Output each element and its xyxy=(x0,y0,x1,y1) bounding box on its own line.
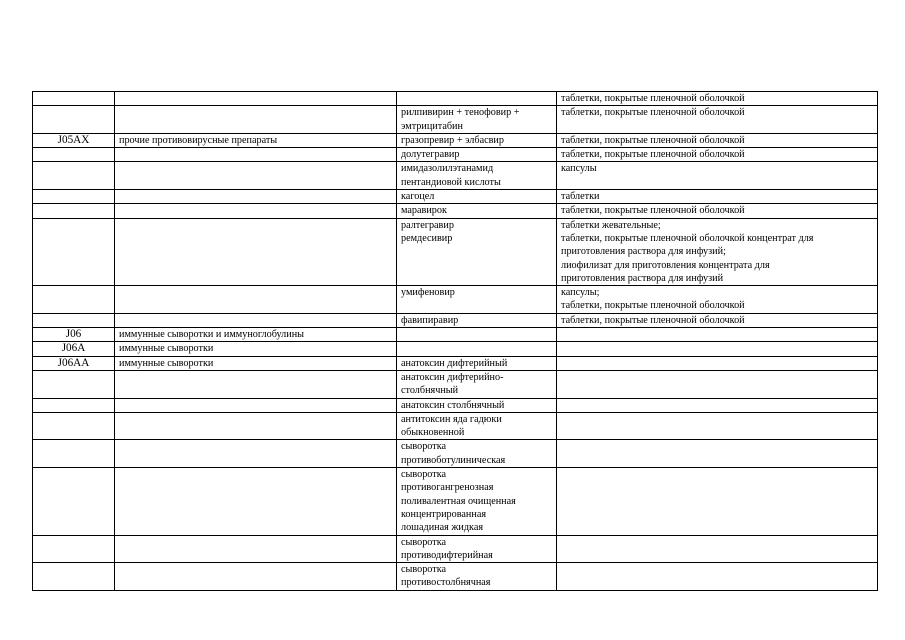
drug-name-line: умифеновир xyxy=(401,287,455,299)
drug-name-line: долутегравир xyxy=(401,149,460,161)
dosage-form-cell xyxy=(557,412,878,440)
drug-name-cell xyxy=(397,398,557,412)
drug-name-line: сыворотка xyxy=(401,469,447,481)
group-name-cell xyxy=(115,106,397,134)
group-name-cell xyxy=(115,92,397,106)
table-row xyxy=(33,356,878,370)
drug-name-line: ремдесивир xyxy=(401,232,453,244)
drug-name-line: эмтрицитабин xyxy=(401,120,463,132)
atc-code-cell: J06AA xyxy=(33,356,115,370)
table-row xyxy=(33,370,878,398)
atc-code-cell xyxy=(33,162,115,190)
dosage-form-cell xyxy=(557,190,878,204)
drug-name-line: противодифтерийная xyxy=(401,549,493,561)
dosage-form-line: таблетки, покрытые пленочной оболочкой xyxy=(561,149,745,161)
drug-name-cell xyxy=(397,440,557,468)
group-name-cell: прочие противовирусные препараты xyxy=(115,133,397,147)
drug-name-line: рилпивирин + тенофовир + xyxy=(401,107,520,119)
atc-code-cell xyxy=(33,106,115,134)
atc-code-cell xyxy=(33,190,115,204)
drug-name-line: обыкновенной xyxy=(401,427,465,439)
table-row xyxy=(33,106,878,134)
dosage-form-line xyxy=(561,468,873,481)
drug-name-cell xyxy=(397,356,557,370)
dosage-form-cell xyxy=(557,328,878,342)
atc-code-cell xyxy=(33,468,115,535)
drug-name-line: сыворотка xyxy=(401,536,447,548)
atc-code-cell: J06A xyxy=(33,342,115,356)
table-row xyxy=(33,440,878,468)
drug-name-cell xyxy=(397,328,557,342)
table-row xyxy=(33,313,878,327)
group-name-cell xyxy=(115,412,397,440)
dosage-form-line: таблетки, покрытые пленочной оболочкой xyxy=(561,134,745,146)
drug-name-line: имидазолилэтанамид xyxy=(401,163,494,175)
drug-name-cell xyxy=(397,133,557,147)
dosage-form-line xyxy=(561,357,873,370)
drug-name-line xyxy=(401,342,552,355)
group-name-cell xyxy=(115,313,397,327)
drug-name-line: антитоксин яда гадюки xyxy=(401,413,502,425)
table-row xyxy=(33,342,878,356)
dosage-form-cell xyxy=(557,204,878,218)
drug-name-line: противоботулиническая xyxy=(401,454,506,466)
dosage-form-line: таблетки жевательные; xyxy=(561,219,661,231)
atc-code-cell xyxy=(33,204,115,218)
dosage-form-cell xyxy=(557,356,878,370)
drug-name-line: анатоксин дифтерийно- xyxy=(401,371,504,383)
atc-code-cell xyxy=(33,398,115,412)
dosage-form-cell xyxy=(557,468,878,535)
dosage-form-line xyxy=(561,328,873,341)
group-name-cell xyxy=(115,468,397,535)
group-name-cell xyxy=(115,190,397,204)
atc-code-cell xyxy=(33,440,115,468)
dosage-form-cell xyxy=(557,440,878,468)
drug-name-line: анатоксин столбнячный xyxy=(401,399,505,411)
table-row xyxy=(33,412,878,440)
dosage-form-line: таблетки xyxy=(561,191,600,203)
dosage-form-line: лиофилизат для приготовления концентрата для xyxy=(561,259,770,271)
drug-name-cell xyxy=(397,313,557,327)
drug-name-cell xyxy=(397,370,557,398)
dosage-form-cell xyxy=(557,286,878,314)
drug-name-line: гразопревир + элбасвир xyxy=(401,134,504,146)
drug-name-cell xyxy=(397,106,557,134)
dosage-form-cell xyxy=(557,313,878,327)
group-name-cell: иммунные сыворотки xyxy=(115,342,397,356)
drug-name-cell xyxy=(397,468,557,535)
table-row xyxy=(33,328,878,342)
drug-name-line xyxy=(401,328,552,341)
dosage-form-line xyxy=(561,371,873,384)
drug-name-line: маравирок xyxy=(401,205,447,217)
drug-name-cell xyxy=(397,204,557,218)
drug-name-line: сыворотка xyxy=(401,564,447,576)
dosage-form-line: таблетки, покрытые пленочной оболочкой xyxy=(561,314,745,326)
group-name-cell xyxy=(115,398,397,412)
dosage-form-cell xyxy=(557,162,878,190)
drug-name-line xyxy=(401,92,552,105)
dosage-form-cell xyxy=(557,133,878,147)
drug-name-cell xyxy=(397,162,557,190)
atc-code-cell xyxy=(33,286,115,314)
dosage-form-cell xyxy=(557,563,878,591)
dosage-form-line xyxy=(561,342,873,355)
group-name-cell: иммунные сыворотки и иммуноглобулины xyxy=(115,328,397,342)
medication-table xyxy=(32,91,878,591)
group-name-cell xyxy=(115,535,397,563)
atc-code-cell: J06 xyxy=(33,328,115,342)
table-row xyxy=(33,148,878,162)
drug-name-line: поливалентная очищенная xyxy=(401,495,516,507)
group-name-cell: иммунные сыворотки xyxy=(115,356,397,370)
table-body xyxy=(33,92,878,591)
table-row xyxy=(33,204,878,218)
table-row xyxy=(33,286,878,314)
dosage-form-line: таблетки, покрытые пленочной оболочкой концентрат для xyxy=(561,232,814,244)
atc-code-cell xyxy=(33,92,115,106)
table-row xyxy=(33,190,878,204)
drug-name-cell xyxy=(397,412,557,440)
table-row xyxy=(33,92,878,106)
atc-code-cell xyxy=(33,148,115,162)
table-row xyxy=(33,468,878,535)
drug-name-cell xyxy=(397,218,557,285)
group-name-cell xyxy=(115,162,397,190)
dosage-form-line xyxy=(561,413,873,426)
atc-code-cell xyxy=(33,563,115,591)
group-name-cell xyxy=(115,370,397,398)
drug-name-line: сыворотка xyxy=(401,441,447,453)
atc-code-cell xyxy=(33,218,115,285)
group-name-cell xyxy=(115,286,397,314)
drug-name-cell xyxy=(397,563,557,591)
drug-name-cell xyxy=(397,148,557,162)
atc-code-cell xyxy=(33,370,115,398)
table-row xyxy=(33,535,878,563)
dosage-form-line xyxy=(561,399,873,412)
drug-name-line: противогангренозная xyxy=(401,482,494,494)
drug-name-cell xyxy=(397,190,557,204)
drug-name-line: противостолбнячная xyxy=(401,577,491,589)
drug-name-cell xyxy=(397,92,557,106)
drug-name-line: ралтегравир xyxy=(401,219,454,231)
drug-name-line: кагоцел xyxy=(401,191,435,203)
dosage-form-cell xyxy=(557,342,878,356)
dosage-form-cell xyxy=(557,370,878,398)
dosage-form-cell xyxy=(557,106,878,134)
drug-name-cell xyxy=(397,286,557,314)
dosage-form-cell xyxy=(557,148,878,162)
dosage-form-cell xyxy=(557,535,878,563)
drug-name-line: столбнячный xyxy=(401,385,459,397)
table-row xyxy=(33,162,878,190)
table-row xyxy=(33,218,878,285)
atc-code-cell xyxy=(33,313,115,327)
atc-code-cell xyxy=(33,535,115,563)
dosage-form-line xyxy=(561,536,873,549)
group-name-cell xyxy=(115,563,397,591)
dosage-form-line: капсулы; xyxy=(561,287,600,299)
dosage-form-line: таблетки, покрытые пленочной оболочкой xyxy=(561,205,745,217)
dosage-form-line: капсулы xyxy=(561,163,597,175)
drug-name-line: анатоксин дифтерийный xyxy=(401,357,508,369)
atc-code-cell: J05AX xyxy=(33,133,115,147)
dosage-form-line: таблетки, покрытые пленочной оболочкой xyxy=(561,300,745,312)
dosage-form-cell xyxy=(557,218,878,285)
drug-name-line: лошадиная жидкая xyxy=(401,522,484,534)
dosage-form-line: приготовления раствора для инфузий; xyxy=(561,246,726,258)
drug-name-cell xyxy=(397,342,557,356)
table-row xyxy=(33,563,878,591)
table-row xyxy=(33,133,878,147)
dosage-form-cell xyxy=(557,398,878,412)
group-name-cell xyxy=(115,148,397,162)
drug-name-line: пентандиовой кислоты xyxy=(401,176,501,188)
dosage-form-line: таблетки, покрытые пленочной оболочкой xyxy=(561,107,745,119)
atc-code-cell xyxy=(33,412,115,440)
dosage-form-cell xyxy=(557,92,878,106)
drug-name-line: концентрированная xyxy=(401,508,487,520)
drug-name-line: фавипиравир xyxy=(401,314,459,326)
group-name-cell xyxy=(115,440,397,468)
group-name-cell xyxy=(115,218,397,285)
dosage-form-line xyxy=(561,563,873,576)
group-name-cell xyxy=(115,204,397,218)
dosage-form-line xyxy=(561,440,873,453)
dosage-form-line: таблетки, покрытые пленочной оболочкой xyxy=(561,93,745,104)
dosage-form-line: приготовления раствора для инфузий xyxy=(561,272,724,284)
table-row xyxy=(33,398,878,412)
drug-name-cell xyxy=(397,535,557,563)
